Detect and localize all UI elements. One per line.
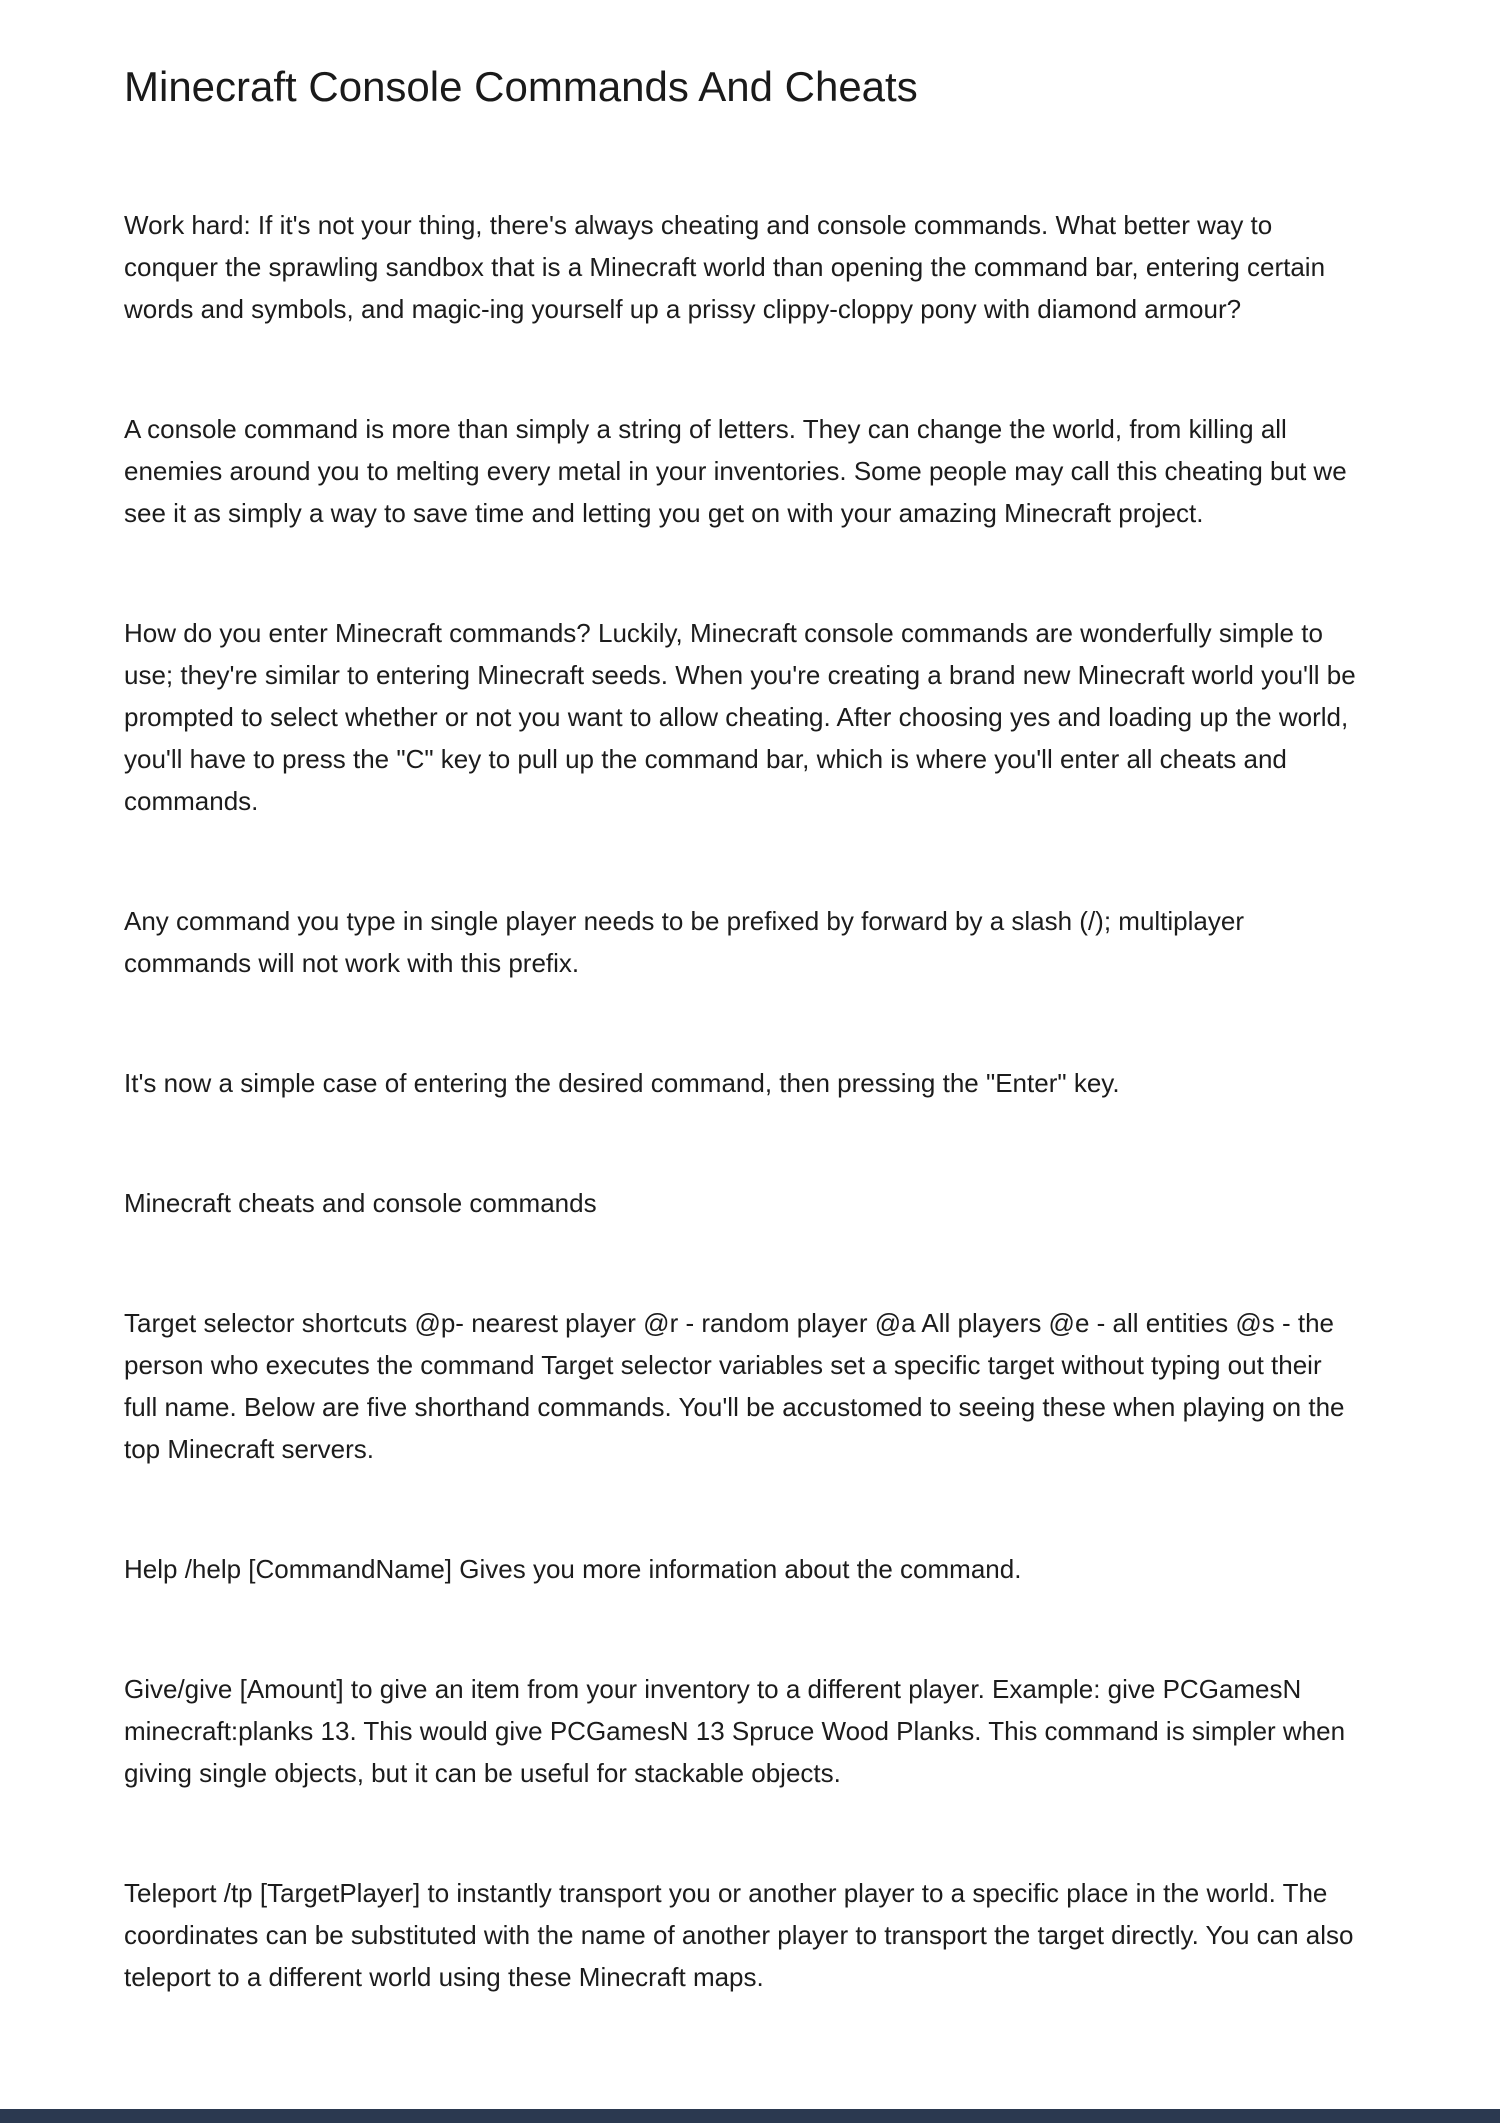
paragraph-give-command: Give/give [Amount] to give an item from your inventory to a different player. Example: give PCGamesN minecraft:planks 13. This would give PCGamesN 13 Spruce Wood Planks. This command is simpler when giving single objects, but it can be useful for stackable objects. <box>124 1674 1346 1788</box>
paragraph-intro: Work hard: If it's not your thing, there's always cheating and console commands. What better way to conquer the sprawling sandbox that is a Minecraft world than opening the command bar, entering certain words and symbols, and magic-ing yourself up a prissy clippy-cloppy pony with diamond armour? <box>124 210 1326 324</box>
paragraph-console-command: A console command is more than simply a string of letters. They can change the world, from killing all enemies around you to melting every metal in your inventories. Some people may call this cheating but we see it as simply a way to save time and letting you get on with your amazing Minecraft project. <box>124 414 1347 528</box>
footer-bar <box>0 2109 1500 2123</box>
document-content <box>124 62 1356 1998</box>
paragraph-slash-prefix: Any command you type in single player needs to be prefixed by forward by a slash (/); multiplayer commands will not work with this prefix. <box>124 906 1244 978</box>
paragraph-enter-key: It's now a simple case of entering the desired command, then pressing the "Enter" key. <box>124 1068 1120 1098</box>
section-heading-cheats: Minecraft cheats and console commands <box>124 1188 597 1218</box>
paragraph-help-command: Help /help [CommandName] Gives you more information about the command. <box>124 1554 1022 1584</box>
paragraph-target-selectors: Target selector shortcuts @p- nearest player @r - random player @a All players @e - all entities @s - the person who executes the command Target selector variables set a specific target without typing out their full name. Below are five shorthand commands. You'll be accustomed to seeing these when playing on the top Minecraft servers. <box>124 1308 1345 1464</box>
paragraph-how-to-enter: How do you enter Minecraft commands? Luckily, Minecraft console commands are wonderfully simple to use; they're similar to entering Minecraft seeds. When you're creating a brand new Minecraft world you'll be prompted to select whether or not you want to allow cheating. After choosing yes and loading up the world, you'll have to press the "C" key to pull up the command bar, which is where you'll enter all cheats and commands. <box>124 618 1356 816</box>
page-title: Minecraft Console Commands And Cheats <box>124 63 918 110</box>
paragraph-teleport-command: Teleport /tp [TargetPlayer] to instantly transport you or another player to a specific place in the world. The coordinates can be substituted with the name of another player to transport the target directly. You can also teleport to a different world using these Minecraft maps. <box>124 1878 1354 1992</box>
